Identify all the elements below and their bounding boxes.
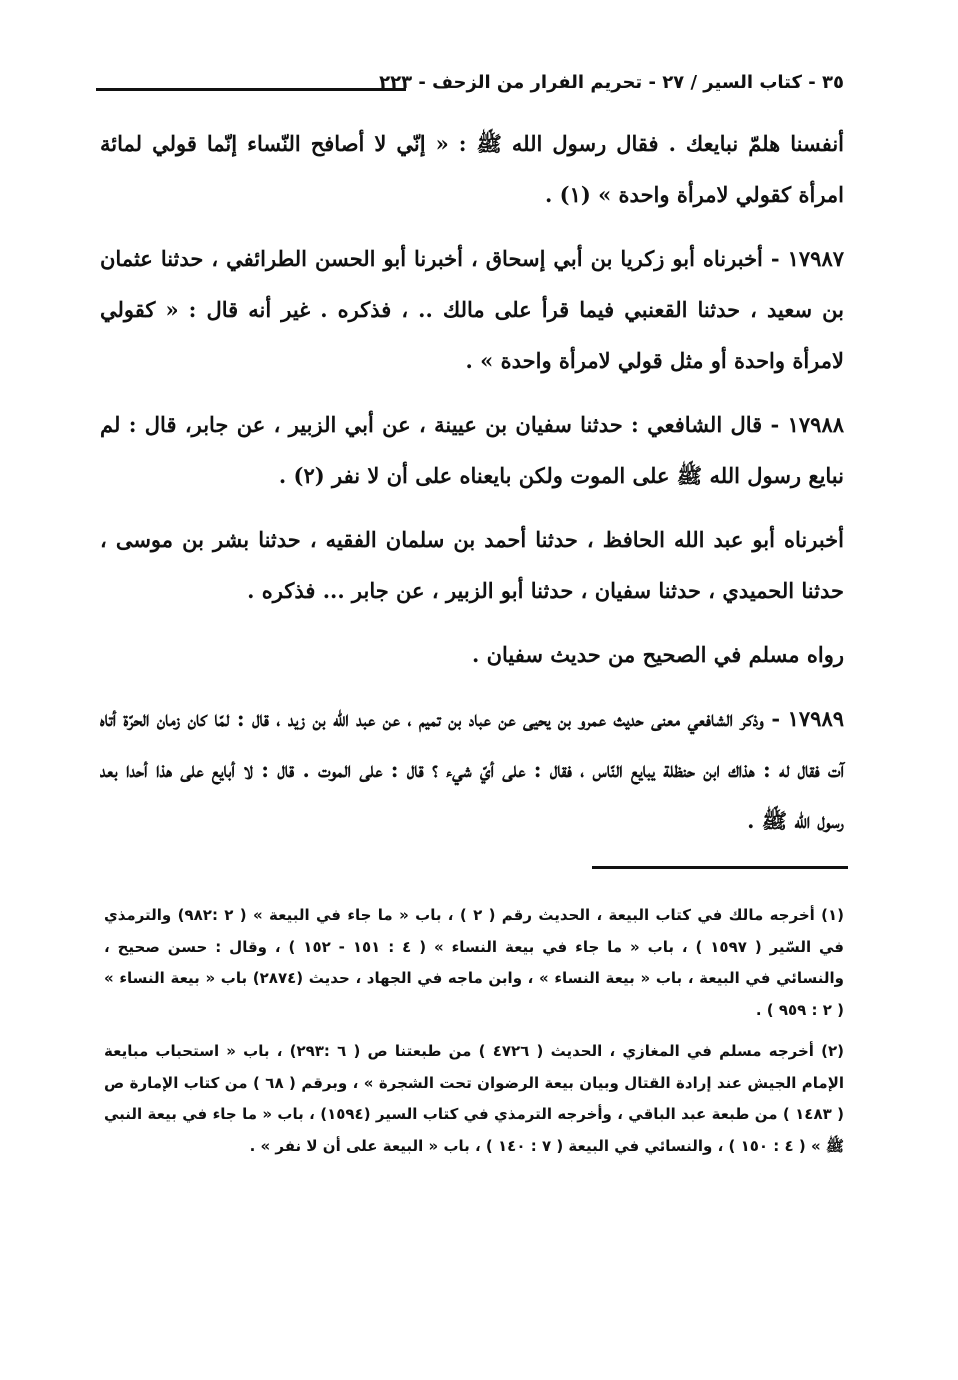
paragraph-text: رواه مسلم في الصحيح من حديث سفيان .: [471, 642, 844, 667]
hadith-text: قال الشافعي : حدثنا سفيان بن عيينة ، عن أبي الزبير ، عن جابر، قال : لم نبايع رسول الله ﷺ على الموت ولكن بايعناه على أن لا نفر (٢) .: [100, 412, 844, 488]
paragraph-1: [100, 118, 844, 220]
footnotes: [104, 900, 844, 1172]
hadith-number: ١٧٩٨٩: [787, 706, 845, 731]
paragraph-riwayah: [100, 629, 844, 680]
hadith-17988: [100, 399, 844, 501]
hadith-number: ١٧٩٨٨: [787, 412, 845, 437]
hadith-text: وذكر الشافعي معنى حديث عمرو بن يحيى عن عباد بن تميم ، عن عبد الله بن زيد ، قال : لمّا كان زمان الحرّة أتاه آت فقال له : هذاك ابن حنظلة يبايع النّاس ، فقال : على أيّ شيء ؟ قال : على الموت . قال : لا أبايع على هذا أحدا بعد رسول الله ﷺ .: [100, 706, 844, 833]
running-title: ٣٥ - كتاب السير / ٢٧ - تحريم الفرار من الزحف - ٢٢٣: [379, 72, 844, 93]
paragraph-text: أنفسنا هلمّ نبايعك . فقال رسول الله ﷺ : « إنّي لا أصافح النّساء إنّما قولي لمائة امرأة كقولي لامرأة واحدة » (١) .: [100, 131, 844, 207]
hadith-number: ١٧٩٨٧: [787, 246, 845, 271]
footnote-separator: [592, 866, 848, 869]
hadith-17987: [100, 233, 844, 386]
hadith-dash: -: [763, 706, 781, 731]
paragraph-isnad: [100, 514, 844, 616]
hadith-dash: -: [762, 412, 780, 437]
footnote-1: (١) أخرجه مالك في كتاب البيعة ، الحديث رقم ( ٢ ) ، باب « ما جاء في البيعة » ( ٢ :٩٨٢) والترمذي في السّير ( ١٥٩٧ ) ، باب « ما جاء في بيعة النساء » ( ٤ : ١٥١ - ١٥٢ ) ، وقال : حسن صحيح ، والنسائي في البيعة ، باب « بيعة النساء » ، وابن ماجه في الجهاد ، حديث (٢٨٧٤) باب « بيعة النساء » ( ٢ : ٩٥٩ ) .: [104, 906, 845, 1019]
hadith-17989: [100, 693, 844, 846]
footnote-2: (٢) أخرجه مسلم في المغازي ، الحديث ( ٤٧٢٦ ) من طبعتنا ص ( ٦ :٢٩٣) ، باب « استحباب مبايعة الإمام الجيش عند إرادة القتال وبيان بيعة الرضوان تحت الشجرة » ، وبرقم ( ٦٨ ) من كتاب الإمارة ص ( ١٤٨٣ ) من طبعة عبد الباقي ، وأخرجه الترمذي في كتاب السير (١٥٩٤) ، باب « ما جاء في بيعة النبي ﷺ » ( ٤ : ١٥٠ ) ، والنسائي في البيعة ( ٧ : ١٤٠ ) ، باب « البيعة على أن لا نفر » .: [104, 1042, 845, 1155]
hadith-dash: -: [762, 246, 780, 271]
paragraph-text: أخبرناه أبو عبد الله الحافظ ، حدثنا أحمد بن سلمان الفقيه ، حدثنا بشر بن موسى ، حدثنا الحميدي ، حدثنا سفيان ، حدثنا أبو الزبير ، عن جابر ... فذكره .: [100, 527, 844, 603]
page-header: [96, 68, 844, 108]
header-rule: [96, 88, 406, 91]
main-text: [100, 118, 844, 859]
hadith-text: أخبرناه أبو زكريا بن أبي إسحاق ، أخبرنا أبو الحسن الطرائفي ، حدثنا عثمان بن سعيد ، حدثنا القعنبي فيما قرأ على مالك .. ، فذكره . غير أنه قال : « كقولي لامرأة واحدة أو مثل قولي لامرأة واحدة » .: [100, 246, 844, 373]
